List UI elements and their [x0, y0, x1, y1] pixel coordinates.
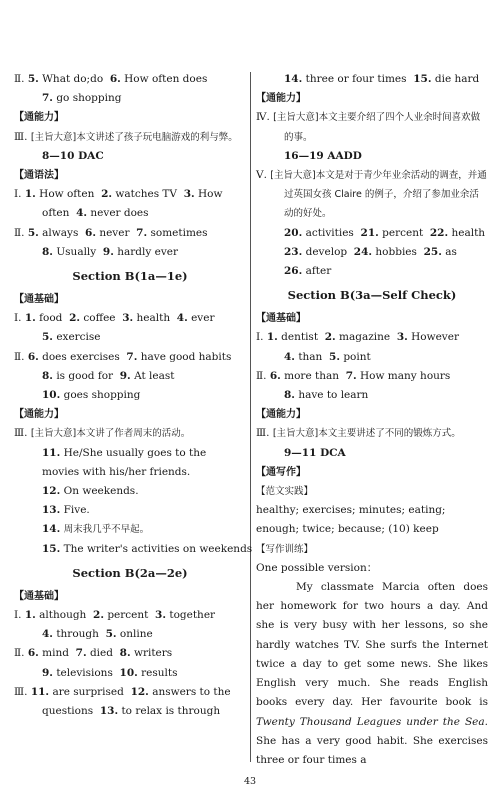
answer-text: to relax is through [121, 705, 221, 718]
roman-numeral: Ⅱ. [256, 369, 267, 382]
summary-text: 本文主要讲述了不同的锻炼方式。 [318, 428, 461, 440]
summary-tag: [主旨大意] [30, 428, 77, 440]
answer-text: How [198, 188, 223, 201]
category-heading: 【通能力】 [14, 112, 64, 124]
roman-numeral: Ⅲ. [14, 130, 28, 143]
answer-text: Five. [63, 504, 90, 517]
q-number: 7. [136, 226, 148, 239]
answer-line [256, 70, 488, 89]
answer-text: go shopping [56, 92, 122, 105]
answer-text: hardly ever [117, 245, 179, 258]
summary-line [14, 424, 246, 443]
answer-text: through [56, 628, 99, 641]
essay-intro: One possible version： [256, 561, 378, 574]
answer-text: are surprised [52, 685, 124, 698]
q-number: 22. [429, 226, 449, 239]
essay-text: . She has a very good habit. She exercises three or four times a [256, 715, 488, 766]
summary-tag: [主旨大意] [30, 131, 77, 143]
roman-numeral: Ⅲ. [256, 427, 270, 440]
q-number: 1. [24, 188, 36, 201]
category-heading: 【通基础】 [256, 313, 306, 325]
answer-text: die hard [434, 73, 480, 85]
answer-line: 16—19 AADD [284, 149, 362, 162]
summary-tag: [主旨大意] [270, 170, 316, 182]
summary-line [256, 166, 488, 224]
summary-tag: [主旨大意] [272, 428, 319, 440]
answer-line [14, 683, 246, 721]
category-heading: 【通能力】 [256, 409, 306, 421]
q-number: 6. [27, 350, 39, 363]
summary-text: 本文是对于青少年业余活动的调查，并通过英国女孩 Claire 的例子，介绍了参加业余活动的好处。 [284, 170, 487, 220]
answer-text: results [141, 666, 178, 679]
roman-numeral: Ⅰ. [14, 609, 22, 622]
q-number: 3. [155, 609, 167, 622]
q-number: 1. [24, 609, 36, 622]
answer-text: What do;do [42, 73, 104, 85]
answer-line [14, 664, 246, 683]
q-number: 24. [353, 245, 373, 258]
q-number: 8. [119, 647, 131, 660]
left-column [14, 70, 253, 721]
answer-text: percent [107, 609, 149, 622]
roman-numeral: Ⅰ. [14, 312, 22, 325]
q-number: 4. [176, 312, 188, 325]
q-number: 8. [42, 369, 53, 382]
roman-numeral: Ⅳ. [256, 111, 270, 124]
answer-text: 周末我几乎不早起。 [63, 524, 150, 536]
answer-text: have to learn [298, 389, 369, 402]
answer-line: 8—10 DAC [42, 149, 104, 162]
answer-text: writers [133, 647, 173, 660]
category-heading: 【通语法】 [14, 170, 64, 182]
q-number: 2. [324, 331, 336, 344]
q-number: 12. [42, 485, 61, 498]
answer-line [14, 204, 246, 223]
q-number: 21. [360, 226, 379, 239]
answer-text: How often does [124, 73, 208, 85]
answer-text: online [119, 628, 153, 641]
answer-line [14, 520, 246, 539]
answer-text: is good for [56, 369, 114, 382]
q-number: 13. [42, 504, 61, 517]
q-number: 14. [284, 73, 303, 85]
answer-line [14, 482, 246, 501]
essay-paragraph [256, 578, 488, 770]
answer-text: sometimes [150, 226, 208, 239]
roman-numeral: Ⅱ. [14, 73, 25, 85]
answer-text: often [42, 207, 70, 220]
answer-line [14, 644, 246, 663]
answer-text: televisions [56, 666, 113, 679]
q-number: 26. [284, 265, 303, 278]
q-number: 6. [109, 73, 121, 85]
q-number: 1. [266, 331, 278, 344]
answer-line [14, 243, 246, 262]
answer-line [256, 243, 488, 262]
q-number: 14. [42, 523, 61, 536]
q-number: 15. [413, 73, 432, 85]
answer-line [256, 386, 488, 405]
roman-numeral: Ⅲ. [14, 685, 28, 698]
q-number: 6. [269, 369, 281, 382]
summary-line [256, 424, 488, 443]
answer-text: hobbies [375, 245, 417, 258]
category-heading: 【通基础】 [14, 590, 64, 602]
answer-text: together [169, 609, 216, 622]
answer-text: watches TV [115, 188, 178, 201]
answer-text: never does [90, 207, 149, 220]
q-number: 12. [130, 685, 149, 698]
q-number: 23. [284, 245, 303, 258]
q-number: 10. [119, 666, 138, 679]
answer-text: as [445, 245, 457, 258]
answer-text: answers to the questions [42, 685, 231, 718]
category-heading: 【通写作】 [256, 466, 306, 478]
q-number: 7. [42, 92, 53, 105]
answer-line: 9—11 DCA [284, 446, 346, 459]
q-number: 9. [42, 666, 53, 679]
q-number: 8. [284, 389, 295, 402]
q-number: 3. [183, 188, 195, 201]
answer-text: than [298, 350, 323, 363]
answer-text: At least [134, 369, 175, 382]
answer-text: although [39, 609, 87, 622]
roman-numeral: Ⅲ. [14, 427, 28, 440]
answer-line [256, 328, 488, 347]
page-number: 43 [243, 776, 257, 787]
answer-text: after [305, 265, 332, 278]
sample-essay [256, 578, 488, 770]
answer-text: mind [42, 647, 69, 660]
q-number: 10. [42, 389, 61, 402]
q-number: 7. [345, 369, 357, 382]
answer-line [14, 386, 246, 405]
answer-text: never [99, 226, 130, 239]
category-heading: 【通能力】 [256, 93, 306, 105]
right-column [256, 70, 488, 770]
q-number: 5. [42, 331, 53, 344]
answer-text: dentist [281, 331, 319, 344]
answer-text: exercise [56, 331, 101, 344]
q-number: 13. [99, 705, 119, 718]
q-number: 2. [101, 188, 113, 201]
answer-text: three or four times [305, 73, 407, 85]
answer-line [14, 501, 246, 520]
answer-text: How often [39, 188, 95, 201]
q-number: 15. [42, 542, 61, 555]
answer-line [14, 606, 246, 625]
q-number: 11. [42, 446, 61, 459]
subsection-label: 【范文实践】 [256, 486, 314, 498]
q-number: 3. [396, 331, 408, 344]
answer-text: magazine [339, 331, 391, 344]
answer-line [14, 348, 246, 367]
answer-line [14, 89, 246, 108]
q-number: 5. [105, 628, 117, 641]
q-number: 6. [27, 647, 39, 660]
answer-text: The writer's activities on weekends [63, 542, 253, 555]
q-number: 9. [119, 369, 131, 382]
q-number: 5. [27, 73, 39, 85]
answer-line [14, 625, 246, 644]
section-heading: Section B(1a—1e) [72, 269, 188, 284]
answer-line [14, 444, 246, 482]
answer-text: Usually [56, 245, 97, 258]
answer-line [256, 224, 488, 243]
roman-numeral: Ⅰ. [14, 188, 22, 201]
roman-numeral: Ⅴ. [256, 169, 267, 182]
answer-text: health [136, 312, 171, 325]
answer-text: He/She usually goes to the movies with his/her friends. [42, 446, 207, 478]
q-number: 4. [42, 628, 53, 641]
summary-text: 本文讲了作者周末的活动。 [76, 428, 191, 440]
essay-text: My classmate Marcia often does her homework for two hours a day. And she is very busy with her lessons, so she hardly watches TV. She surfs the Internet twice a day to get some news. She likes English very much. She reads English books every day. Her favourite book is [256, 581, 488, 709]
answer-line [256, 348, 488, 367]
answer-text: On weekends. [63, 485, 139, 498]
q-number: 2. [93, 609, 104, 622]
q-number: 2. [69, 312, 81, 325]
answer-line [256, 367, 488, 386]
section-heading: Section B(3a—Self Check) [287, 288, 457, 303]
section-heading: Section B(2a—2e) [72, 565, 188, 580]
q-number: 1. [24, 312, 36, 325]
answer-text: always [42, 226, 79, 239]
q-number: 7. [75, 647, 87, 660]
answer-text: have good habits [140, 350, 232, 363]
summary-line [256, 108, 488, 146]
answer-text: died [89, 647, 113, 660]
summary-tag: [主旨大意] [273, 112, 319, 124]
word-list: healthy; exercises; minutes; eating; enough; twice; because; (10) keep [256, 504, 446, 536]
answer-line [14, 224, 246, 243]
answer-text: activities [305, 226, 354, 239]
answer-text: goes shopping [63, 389, 141, 402]
subsection-label: 【写作训练】 [256, 543, 314, 555]
q-number: 9. [102, 245, 114, 258]
q-number: 25. [423, 245, 442, 258]
summary-text: 本文讲述了孩子玩电脑游戏的利与弊。 [76, 131, 238, 143]
category-heading: 【通基础】 [14, 294, 64, 306]
q-number: 3. [122, 312, 134, 325]
summary-line [14, 128, 246, 147]
answer-text: does exercises [42, 350, 120, 363]
answer-text: ever [191, 312, 215, 325]
q-number: 8. [42, 245, 53, 258]
roman-numeral: Ⅱ. [14, 350, 25, 363]
answer-text: food [39, 312, 63, 325]
roman-numeral: Ⅰ. [256, 331, 264, 344]
q-number: 11. [30, 685, 50, 698]
category-heading: 【通能力】 [14, 409, 64, 421]
summary-text: 本文主要介绍了四个人业余时间喜欢做的事。 [284, 112, 481, 143]
answer-line [14, 540, 253, 559]
q-number: 7. [126, 350, 138, 363]
answer-line [14, 309, 246, 328]
answer-line [14, 70, 246, 89]
answer-text: How many hours [360, 369, 451, 382]
answer-line [14, 328, 246, 347]
q-number: 6. [85, 226, 96, 239]
answer-line [14, 185, 246, 204]
answer-text: develop [305, 245, 348, 258]
answer-line [256, 262, 488, 281]
answer-line [14, 367, 246, 386]
answer-text: more than [284, 369, 339, 382]
book-title: Twenty Thousand Leagues under the Sea [256, 715, 485, 728]
roman-numeral: Ⅱ. [14, 647, 25, 660]
answer-text: coffee [83, 312, 116, 325]
answer-text: point [343, 350, 371, 363]
q-number: 5. [329, 350, 340, 363]
answer-text: However [411, 331, 459, 344]
answer-text: percent [382, 226, 424, 239]
q-number: 20. [284, 226, 303, 239]
column-divider [250, 72, 251, 762]
q-number: 5. [27, 226, 39, 239]
roman-numeral: Ⅱ. [14, 226, 25, 239]
q-number: 4. [284, 350, 295, 363]
q-number: 4. [76, 207, 88, 220]
answer-text: health [451, 226, 486, 239]
